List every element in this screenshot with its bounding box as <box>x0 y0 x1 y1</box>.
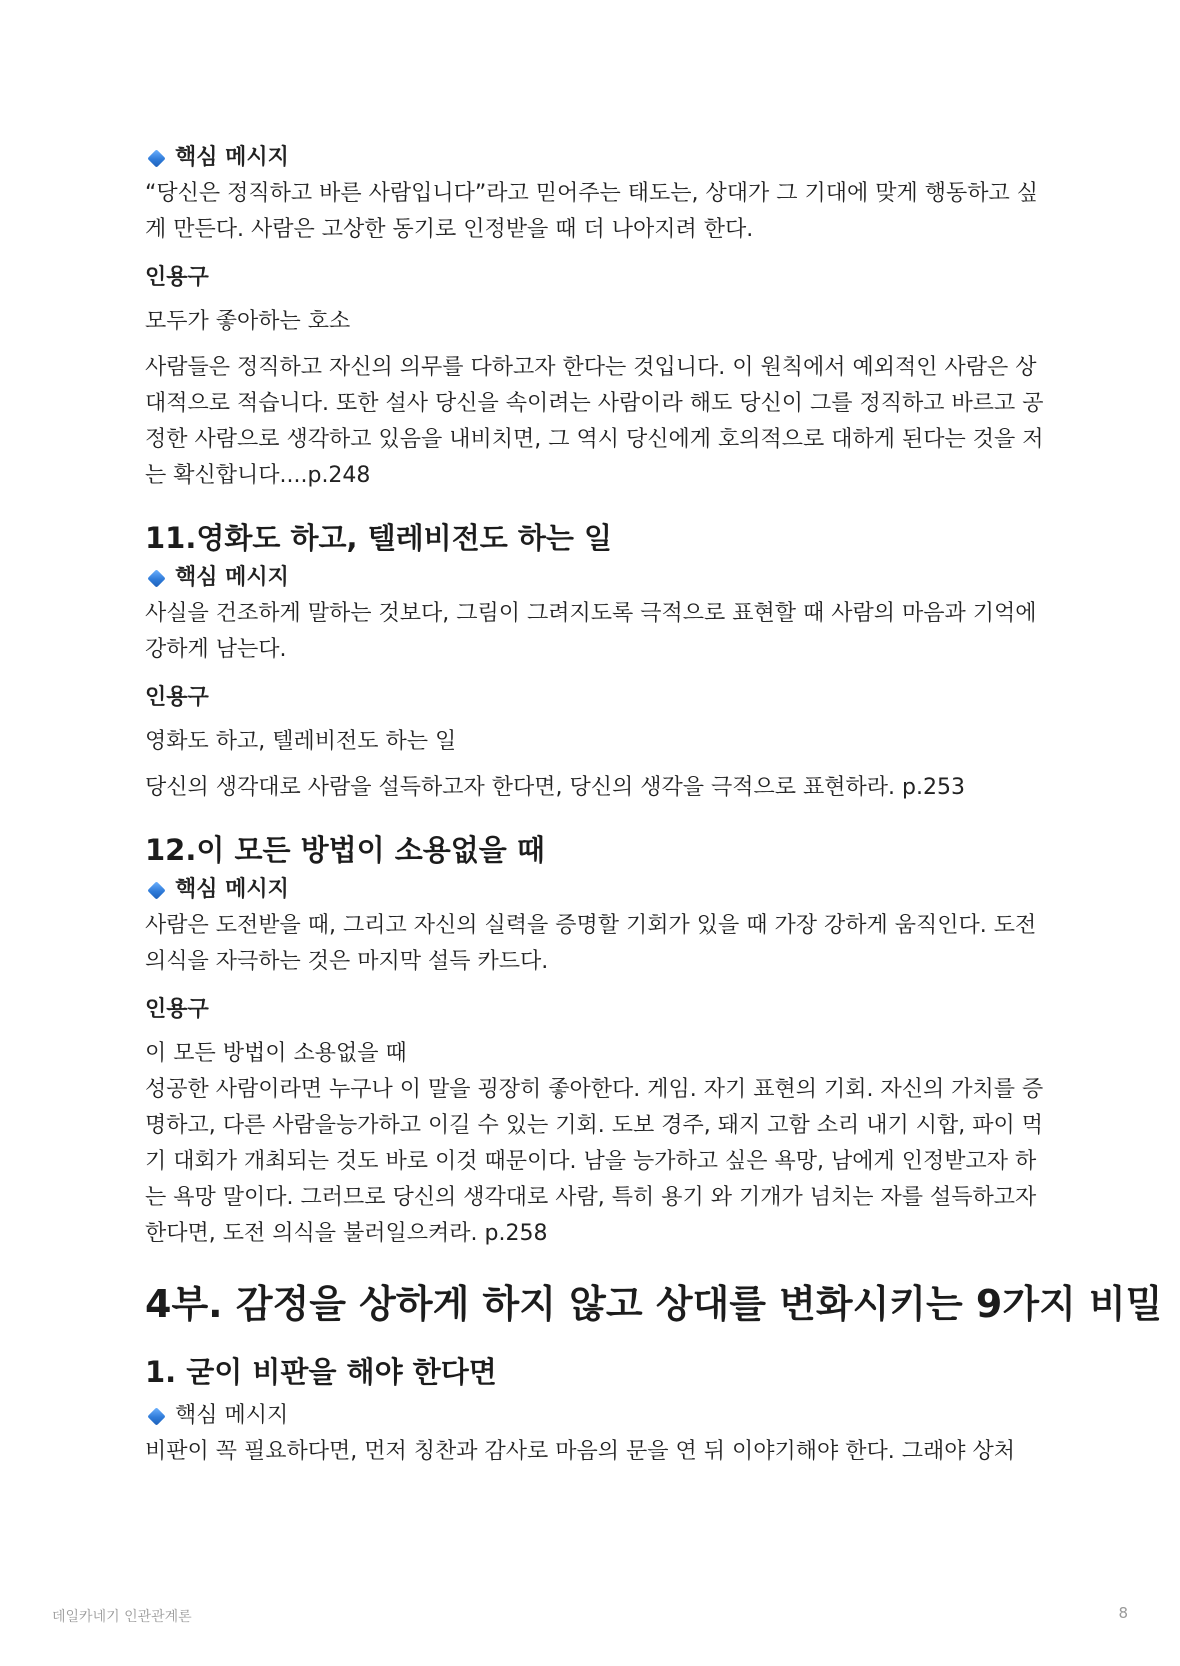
quote-label: 인용구 <box>145 265 209 290</box>
quote-title: 이 모든 방법이 소용없을 때 <box>145 1041 407 1066</box>
core-message-text: 사람은 도전받을 때, 그리고 자신의 실력을 증명할 기회가 있을 때 가장 강하게 움직인다. 도전의식을 자극하는 것은 마지막 설득 카드다. <box>145 913 1037 974</box>
blue-diamond-icon <box>147 1407 165 1425</box>
core-message-heading <box>145 140 1045 176</box>
core-message-heading <box>145 560 1045 596</box>
quote-title: 모두가 좋아하는 호소 <box>145 309 351 334</box>
quote-text: 성공한 사람이라면 누구나 이 말을 굉장히 좋아한다. 게임. 자기 표현의 기회. 자신의 가치를 증명하고, 다른 사람을능가하고 이길 수 있는 기회. 도보 경주, 돼지 고함 소리 내기 시합, 파이 먹기 대회가 개최되는 것도 바로 이것 때문이다. 남을 능가하고 싶은 욕망, 남에게 인정받고자 하는 욕망 말이다. 그러므로 당신의 생각대로 사람, 특히 용기 와 기개가 넘치는 자를 설득하고자 한다면, 도전 의식을 불러일으켜라. p.258 <box>145 1077 1044 1246</box>
section-heading: 1. 굳이 비판을 해야 한다면 <box>145 1355 497 1389</box>
footer-document-title: 데일카네기 인관관계론 <box>52 1609 192 1625</box>
core-message-text: “당신은 정직하고 바른 사람입니다”라고 믿어주는 태도는, 상대가 그 기대에 맞게 행동하고 싶게 만든다. 사람은 고상한 동기로 인정받을 때 더 나아지려 한다. <box>145 181 1039 242</box>
core-message-label: 핵심 메시지 <box>175 877 289 902</box>
core-message-label: 핵심 메시지 <box>175 145 289 170</box>
core-message-label: 핵심 메시지 <box>175 565 289 590</box>
blue-diamond-icon <box>147 149 165 167</box>
quote-label: 인용구 <box>145 685 209 710</box>
section-heading: 12.이 모든 방법이 소용없을 때 <box>145 833 545 867</box>
quote-label: 인용구 <box>145 997 209 1022</box>
part-heading: 4부. 감정을 상하게 하지 않고 상대를 변화시키는 9가지 비밀 <box>145 1282 1163 1326</box>
quote-title: 영화도 하고, 텔레비전도 하는 일 <box>145 729 457 754</box>
section-heading: 11.영화도 하고, 텔레비전도 하는 일 <box>145 521 612 555</box>
core-message-heading <box>145 1398 1045 1434</box>
blue-diamond-icon <box>147 569 165 587</box>
quote-text: 당신의 생각대로 사람을 설득하고자 한다면, 당신의 생각을 극적으로 표현하라. p.253 <box>145 775 965 800</box>
quote-text: 사람들은 정직하고 자신의 의무를 다하고자 한다는 것입니다. 이 원칙에서 예외적인 사람은 상대적으로 적습니다. 또한 설사 당신을 속이려는 사람이라 해도 당신이 그를 정직하고 바르고 공정한 사람으로 생각하고 있음을 내비치면, 그 역시 당신에게 호의적으로 대하게 된다는 것을 저는 확신합니다....p.248 <box>145 355 1044 488</box>
document-page <box>145 140 1163 1470</box>
core-message-label: 핵심 메시지 <box>175 1403 289 1428</box>
core-message-text: 사실을 건조하게 말하는 것보다, 그림이 그려지도록 극적으로 표현할 때 사람의 마음과 기억에 강하게 남는다. <box>145 601 1037 662</box>
core-message-text: 비판이 꼭 필요하다면, 먼저 칭찬과 감사로 마음의 문을 연 뒤 이야기해야 한다. 그래야 상처 <box>145 1439 1015 1464</box>
core-message-heading <box>145 872 1045 908</box>
footer-page-number: 8 <box>1118 1604 1128 1622</box>
blue-diamond-icon <box>147 881 165 899</box>
